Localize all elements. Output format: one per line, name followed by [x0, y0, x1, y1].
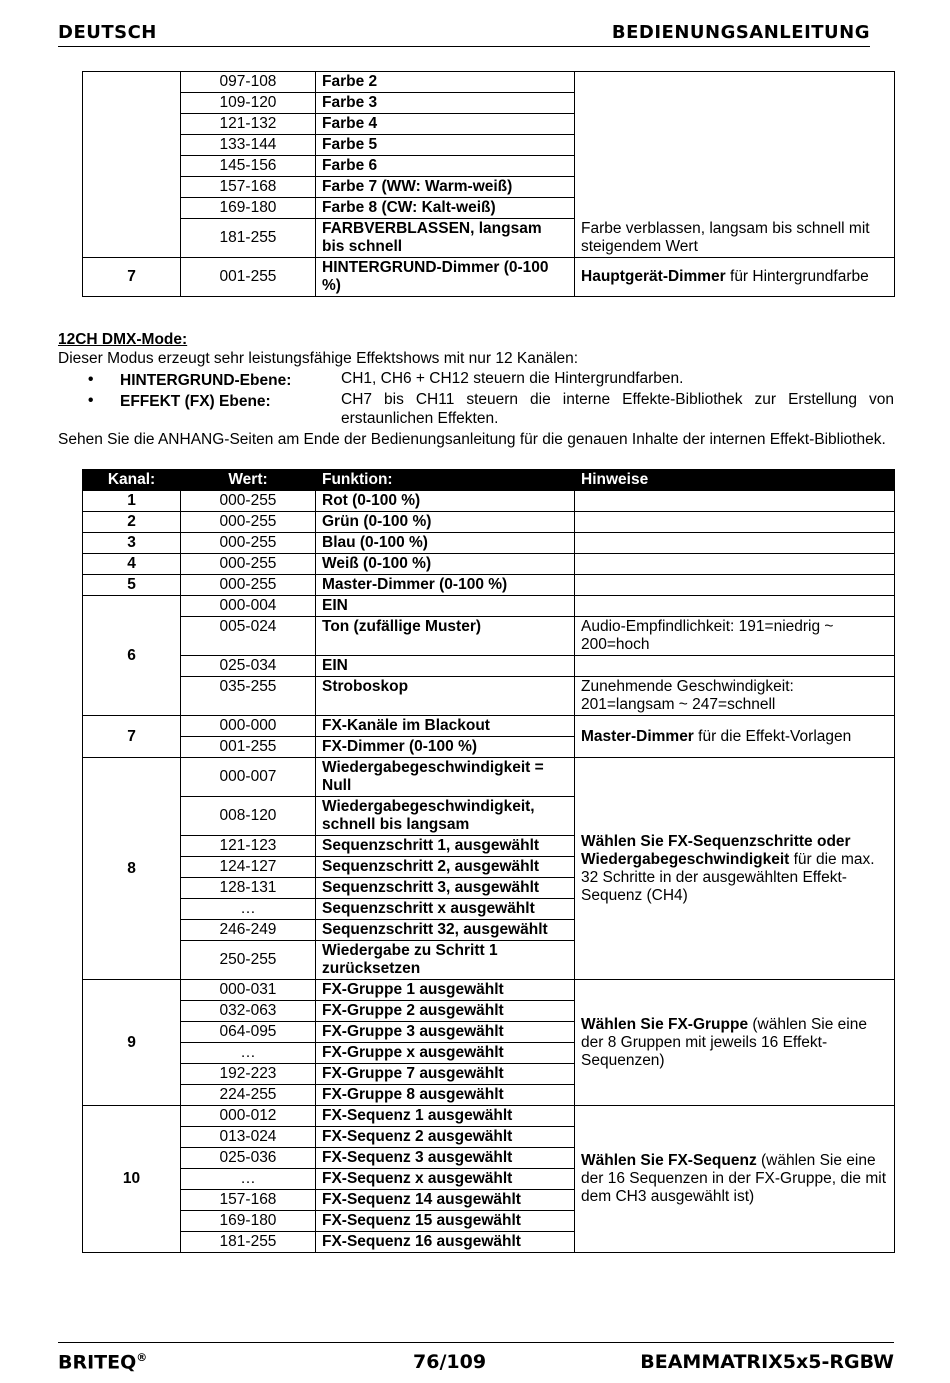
value-cell: 097-108 [181, 72, 316, 93]
table-row [83, 980, 895, 1001]
value-cell: … [181, 899, 316, 920]
table-row [83, 596, 895, 617]
value-cell: 000-004 [181, 596, 316, 617]
note-cell [575, 575, 895, 596]
value-cell: 181-255 [181, 219, 316, 258]
function-cell: EIN [316, 656, 575, 677]
value-cell: 000-031 [181, 980, 316, 1001]
function-cell: Farbe 7 (WW: Warm-weiß) [316, 177, 575, 198]
note-cell-blank [575, 72, 895, 219]
value-cell: … [181, 1169, 316, 1190]
value-cell: 025-036 [181, 1148, 316, 1169]
channel-cell: 7 [83, 258, 181, 297]
channel-cell: 1 [83, 491, 181, 512]
bullet-text: CH1, CH6 + CH12 steuern die Hintergrundfarben. [341, 370, 684, 387]
header-wert: Wert: [181, 470, 316, 491]
bullet-label: HINTERGRUND-Ebene: [120, 372, 292, 389]
value-cell: 000-255 [181, 554, 316, 575]
value-cell: 250-255 [181, 941, 316, 980]
note-bold: Wählen Sie FX-Sequenz [581, 1152, 757, 1169]
value-cell: 032-063 [181, 1001, 316, 1022]
value-cell: 025-034 [181, 656, 316, 677]
note-rest: (wählen Sie eine der 8 Gruppen mit jeweils 16 Effekt-Sequenzen) [581, 1015, 867, 1069]
table-row [83, 677, 895, 716]
table-row [83, 219, 895, 258]
value-cell: 246-249 [181, 920, 316, 941]
value-cell: 013-024 [181, 1127, 316, 1148]
value-cell: 001-255 [181, 737, 316, 758]
header-funktion: Funktion: [316, 470, 575, 491]
value-cell: 035-255 [181, 677, 316, 716]
function-cell: EIN [316, 596, 575, 617]
note-bold: Wählen Sie FX-Sequenzschritte oder Wiedergabegeschwindigkeit [581, 832, 851, 868]
header-language: DEUTSCH [58, 22, 157, 43]
section-intro: Dieser Modus erzeugt sehr leistungsfähige Effektshows mit nur 12 Kanälen: [58, 350, 579, 367]
function-cell: Rot (0-100 %) [316, 491, 575, 512]
note-cell [575, 716, 895, 758]
function-cell: FARBVERBLASSEN, langsam bis schnell [316, 219, 575, 258]
bullet-marker: • [88, 392, 94, 409]
value-cell: 124-127 [181, 857, 316, 878]
value-cell: 000-255 [181, 491, 316, 512]
function-cell: FX-Gruppe 1 ausgewählt [316, 980, 575, 1001]
note-cell [575, 596, 895, 617]
registered-mark: ® [136, 1351, 148, 1364]
function-cell: Farbe 2 [316, 72, 575, 93]
function-cell: Sequenzschritt 1, ausgewählt [316, 836, 575, 857]
table-row [83, 512, 895, 533]
channel-cell-blank [83, 72, 181, 258]
function-cell: FX-Gruppe 8 ausgewählt [316, 1085, 575, 1106]
bullet-label: EFFEKT (FX) Ebene: [120, 393, 271, 410]
channel-cell: 7 [83, 716, 181, 758]
channel-cell: 8 [83, 758, 181, 980]
note-cell: Audio-Empfindlichkeit: 191=niedrig ~ 200=hoch [575, 617, 895, 656]
value-cell: 000-000 [181, 716, 316, 737]
value-cell: 133-144 [181, 135, 316, 156]
note-rest: für Hintergrundfarbe [725, 268, 869, 285]
brand-name: BRITEQ [58, 1351, 137, 1374]
function-cell: Wiedergabegeschwindigkeit = Null [316, 758, 575, 797]
value-cell: 000-255 [181, 533, 316, 554]
note-cell [575, 758, 895, 980]
table-row [83, 72, 895, 93]
table-row [83, 491, 895, 512]
value-cell: 000-255 [181, 512, 316, 533]
function-cell: FX-Sequenz x ausgewählt [316, 1169, 575, 1190]
note-cell [575, 533, 895, 554]
value-cell: 121-132 [181, 114, 316, 135]
note-rest: für die max. 32 Schritte in der ausgewählten Effekt-Sequenz (CH4) [581, 850, 875, 904]
footer-model: BEAMMATRIX5x5-RGBW [640, 1351, 894, 1373]
table-row [83, 758, 895, 797]
value-cell: 192-223 [181, 1064, 316, 1085]
table-row [83, 716, 895, 737]
value-cell: 121-123 [181, 836, 316, 857]
channel-cell: 2 [83, 512, 181, 533]
function-cell: Farbe 5 [316, 135, 575, 156]
function-cell: FX-Dimmer (0-100 %) [316, 737, 575, 758]
function-cell: Wiedergabe zu Schritt 1 zurücksetzen [316, 941, 575, 980]
note-cell [575, 656, 895, 677]
page-footer [58, 1342, 894, 1383]
function-cell: Grün (0-100 %) [316, 512, 575, 533]
value-cell: … [181, 1043, 316, 1064]
function-cell: Sequenzschritt 2, ausgewählt [316, 857, 575, 878]
table-row [83, 656, 895, 677]
section-title: 12CH DMX-Mode: [58, 331, 188, 348]
table-row [83, 533, 895, 554]
bullet-text: CH7 bis CH11 steuern die interne Effekte-Bibliothek zur Erstellung von erstaunlichen Effekten. [341, 391, 894, 427]
function-cell: Sequenzschritt x ausgewählt [316, 899, 575, 920]
value-cell: 157-168 [181, 1190, 316, 1211]
section-paragraph: Sehen Sie die ANHANG-Seiten am Ende der Bedienungsanleitung für die genauen Inhalte der internen Effekt-Bibliothek. [58, 431, 886, 448]
note-cell: Zunehmende Geschwindigkeit: 201=langsam ~ 247=schnell [575, 677, 895, 716]
function-cell: FX-Sequenz 15 ausgewählt [316, 1211, 575, 1232]
function-cell: FX-Gruppe x ausgewählt [316, 1043, 575, 1064]
function-cell: HINTERGRUND-Dimmer (0-100 %) [316, 258, 575, 297]
value-cell: 005-024 [181, 617, 316, 656]
function-cell: Stroboskop [316, 677, 575, 716]
function-cell: Sequenzschritt 32, ausgewählt [316, 920, 575, 941]
header-kanal: Kanal: [83, 470, 181, 491]
value-cell: 181-255 [181, 1232, 316, 1253]
note-bold: Hauptgerät-Dimmer [581, 268, 726, 285]
function-cell: FX-Gruppe 2 ausgewählt [316, 1001, 575, 1022]
function-cell: Sequenzschritt 3, ausgewählt [316, 878, 575, 899]
note-bold: Wählen Sie FX-Gruppe [581, 1015, 749, 1033]
function-cell: FX-Sequenz 16 ausgewählt [316, 1232, 575, 1253]
header-hinweise: Hinweise [575, 470, 895, 491]
channel-cell: 10 [83, 1106, 181, 1253]
value-cell: 145-156 [181, 156, 316, 177]
value-cell: 169-180 [181, 198, 316, 219]
channel-cell: 9 [83, 980, 181, 1106]
function-cell: FX-Gruppe 7 ausgewählt [316, 1064, 575, 1085]
note-cell: Farbe verblassen, langsam bis schnell mit steigendem Wert [575, 219, 895, 258]
note-cell [575, 554, 895, 575]
note-cell [575, 258, 895, 297]
channel-cell: 3 [83, 533, 181, 554]
channel-cell: 4 [83, 554, 181, 575]
value-cell: 000-007 [181, 758, 316, 797]
function-cell: FX-Sequenz 1 ausgewählt [316, 1106, 575, 1127]
function-cell: FX-Gruppe 3 ausgewählt [316, 1022, 575, 1043]
function-cell: Ton (zufällige Muster) [316, 617, 575, 656]
function-cell: Farbe 3 [316, 93, 575, 114]
channel-cell: 5 [83, 575, 181, 596]
footer-brand [58, 1351, 147, 1373]
table-row [83, 554, 895, 575]
table-row [83, 1106, 895, 1127]
value-cell: 169-180 [181, 1211, 316, 1232]
channel-table-12ch [82, 469, 895, 1253]
value-cell: 128-131 [181, 878, 316, 899]
table-row [83, 575, 895, 596]
function-cell: Weiß (0-100 %) [316, 554, 575, 575]
channel-table-continued [82, 71, 895, 297]
table-row [83, 258, 895, 297]
function-cell: Master-Dimmer (0-100 %) [316, 575, 575, 596]
function-cell: Farbe 4 [316, 114, 575, 135]
table-row [83, 617, 895, 656]
function-cell: FX-Kanäle im Blackout [316, 716, 575, 737]
function-cell: Wiedergabegeschwindigkeit, schnell bis langsam [316, 797, 575, 836]
note-rest: (wählen Sie eine der 16 Sequenzen in der FX-Gruppe, die mit dem CH3 ausgewählt ist) [581, 1152, 887, 1205]
note-bold: Master-Dimmer [581, 727, 694, 745]
value-cell: 109-120 [181, 93, 316, 114]
channel-cell: 6 [83, 596, 181, 716]
page-header [58, 22, 870, 47]
value-cell: 157-168 [181, 177, 316, 198]
bullet-marker: • [88, 371, 94, 388]
value-cell: 224-255 [181, 1085, 316, 1106]
footer-page-number: 76/109 [413, 1351, 487, 1373]
function-cell: FX-Sequenz 3 ausgewählt [316, 1148, 575, 1169]
note-cell [575, 1106, 895, 1253]
value-cell: 000-255 [181, 575, 316, 596]
function-cell: FX-Sequenz 14 ausgewählt [316, 1190, 575, 1211]
note-cell [575, 980, 895, 1106]
function-cell: Farbe 8 (CW: Kalt-weiß) [316, 198, 575, 219]
header-doc-title: BEDIENUNGSANLEITUNG [611, 22, 870, 43]
function-cell: Blau (0-100 %) [316, 533, 575, 554]
table-header-row [83, 470, 895, 491]
value-cell: 001-255 [181, 258, 316, 297]
value-cell: 000-012 [181, 1106, 316, 1127]
value-cell: 064-095 [181, 1022, 316, 1043]
note-cell [575, 491, 895, 512]
value-cell: 008-120 [181, 797, 316, 836]
function-cell: Farbe 6 [316, 156, 575, 177]
note-cell [575, 512, 895, 533]
function-cell: FX-Sequenz 2 ausgewählt [316, 1127, 575, 1148]
note-rest: für die Effekt-Vorlagen [693, 727, 852, 745]
